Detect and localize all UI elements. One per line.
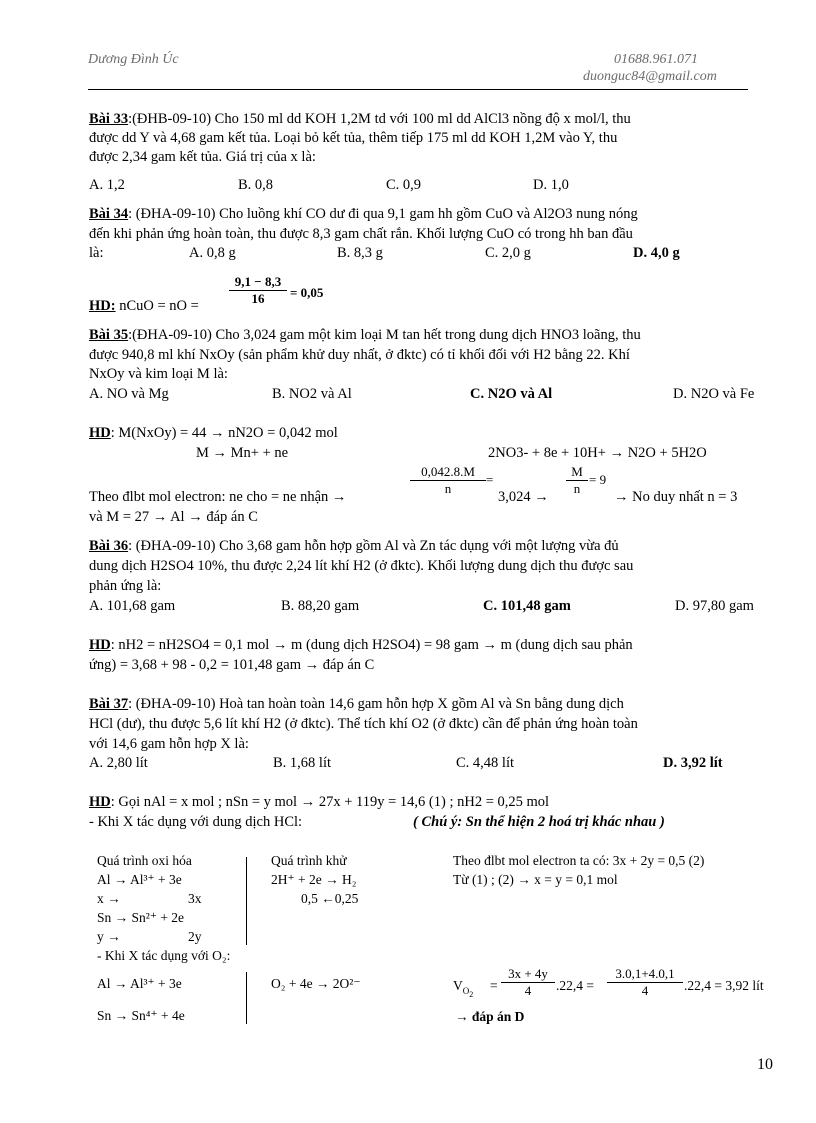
reduction-2: 0,5 ←0,25 <box>301 891 359 906</box>
q36-hd1-text: : nH2 = nH2SO4 = 0,1 mol → m (dung dịch H2SO4) = 98 gam → m (dung dịch sau phản <box>110 637 633 653</box>
volume-eq: = <box>490 978 498 993</box>
oxidation-4b: 2y <box>188 929 202 944</box>
q34-fraction <box>229 274 287 307</box>
q33-line1 <box>89 111 631 128</box>
q34-line2: đến khi phản ứng hoàn toàn, thu được 8,3 gam chất rắn. Khối lượng CuO có trong hh ban đầu <box>89 226 633 242</box>
conservation-2: Từ (1) ; (2) → x = y = 0,1 mol <box>453 872 618 887</box>
q35-option-d: D. N2O và Fe <box>673 386 755 402</box>
header-email: duonguc84@gmail.com <box>583 69 717 84</box>
vf2-num: 3.0,1+4.0,1 <box>607 966 683 983</box>
q35-option-a: A. NO và Mg <box>89 386 169 402</box>
q36-hd1 <box>89 637 633 654</box>
q34-hd-label: HD: <box>89 298 116 314</box>
q34-option-a: A. 0,8 g <box>189 245 236 261</box>
q33-title: Bài 33 <box>89 111 129 127</box>
q35-val1: 3,024 → <box>498 489 549 505</box>
q36-option-b: B. 88,20 gam <box>281 598 360 614</box>
q34-title: Bài 34 <box>89 206 129 222</box>
q37-line1 <box>89 696 624 713</box>
q34-option-b: B. 8,3 g <box>337 245 383 261</box>
q34-line3: là: <box>89 245 104 261</box>
o2-title: - Khi X tác dụng với O₂: <box>97 948 231 963</box>
oxidation-4a: y → <box>97 929 121 944</box>
q33-option-a: A. 1,2 <box>89 177 125 193</box>
vf1-num: 3x + 4y <box>501 966 555 983</box>
q35-option-c: C. N2O và Al <box>470 386 553 402</box>
q35-f1-num: 0,042.8.M <box>410 464 486 481</box>
q35-eq1: = <box>486 472 494 487</box>
q36-line1 <box>89 538 619 555</box>
q37-option-b: B. 1,68 lít <box>273 755 332 771</box>
volume-fraction-1 <box>501 966 555 999</box>
q36-title: Bài 36 <box>89 538 129 554</box>
oxidation-3: Sn → Sn²⁺ + 2e <box>97 910 185 925</box>
q35-text1: :(ĐHA-09-10) Cho 3,024 gam một kim loại M tan hết trong dung dịch HNO3 loãng, thu <box>128 327 641 343</box>
q35-hd3b: → No duy nhất n = 3 <box>614 489 738 505</box>
q35-fraction-2 <box>566 464 588 497</box>
q37-title: Bài 37 <box>89 696 129 712</box>
q34-hd <box>89 298 199 315</box>
q33-option-d: D. 1,0 <box>533 177 569 193</box>
q34-frac-result: = 0,05 <box>290 285 324 300</box>
q36-option-c: C. 101,48 gam <box>483 598 571 614</box>
reduction-1: 2H⁺ + 2e → H₂ <box>271 872 357 887</box>
q35-hd1-text: : M(NxOy) = 44 → nN2O = 0,042 mol <box>110 425 338 441</box>
oxidation-2b: 3x <box>188 891 202 906</box>
q34-hd-text: nCuO = nO = <box>115 298 199 314</box>
q36-option-d: D. 97,80 gam <box>675 598 754 614</box>
q34-line1 <box>89 206 638 223</box>
q37-note: ( Chú ý: Sn thể hiện 2 hoá trị khác nhau ) <box>413 814 665 830</box>
q35-line3: NxOy và kim loại M là: <box>89 366 228 382</box>
header-author: Dương Đình Úc <box>88 52 179 67</box>
q34-frac-den: 16 <box>251 291 265 306</box>
q36-text1: : (ĐHA-09-10) Cho 3,68 gam hỗn hợp gồm Al và Zn tác dụng với một lượng vừa đủ <box>128 538 619 554</box>
q35-line2: được 940,8 ml khí NxOy (sản phẩm khử duy nhất, ở đktc) có tỉ khối đối với H2 bằng 22. Khí <box>89 347 630 363</box>
q37-line3: với 14,6 gam hỗn hợp X là: <box>89 736 249 752</box>
q37-hd1-text: : Gọi nAl = x mol ; nSn = y mol → 27x + 119y = 14,6 (1) ; nH2 = 0,25 mol <box>110 794 550 810</box>
q33-line2: được dd Y và 4,68 gam kết tủa. Loại bỏ kết tủa, thêm tiếp 175 ml dd KOH 1,2M vào Y, thu <box>89 130 618 146</box>
q35-f2-num: M <box>566 464 588 481</box>
q35-hd3a: Theo đlbt mol electron: ne cho = ne nhận → <box>89 489 347 505</box>
volume-fraction-2 <box>607 966 683 999</box>
q36-line2: dung dịch H2SO4 10%, thu được 2,24 lít khí H2 (ở đktc). Khối lượng dung dịch thu được sau <box>89 558 634 574</box>
oxidation-2a: x → <box>97 891 121 906</box>
q37-option-c: C. 4,48 lít <box>456 755 515 771</box>
page-number: 10 <box>757 1056 773 1073</box>
q33-option-b: B. 0,8 <box>238 177 274 193</box>
q35-hd2a: M → Mn+ + ne <box>196 445 289 461</box>
q35-f1-den: n <box>444 481 452 496</box>
q35-eq2: = 9 <box>589 472 607 487</box>
q37-text1: : (ĐHA-09-10) Hoà tan hoàn toàn 14,6 gam hỗn hợp X gồm Al và Sn bằng dung dịch <box>128 696 624 712</box>
header-phone: 01688.961.071 <box>614 52 698 67</box>
q33-option-c: C. 0,9 <box>386 177 422 193</box>
volume-symbol: $V_{O_2}$ <box>453 978 474 999</box>
volume-end: .22,4 = 3,92 lít <box>684 978 764 993</box>
o2-oxidation-sn: Sn → Sn⁴⁺ + 4e <box>97 1008 185 1023</box>
q34-option-c: C. 2,0 g <box>485 245 531 261</box>
q35-f2-den: n <box>573 481 581 496</box>
divider-vertical-2 <box>246 972 247 1024</box>
q33-text1: :(ĐHB-09-10) Cho 150 ml dd KOH 1,2M td với 100 ml dd AlCl3 nồng độ x mol/l, thu <box>128 111 631 127</box>
q37-option-d: D. 3,92 lít <box>663 755 723 771</box>
o2-reduction: O₂ + 4e → 2O²⁻ <box>271 976 361 991</box>
q35-title: Bài 35 <box>89 327 129 343</box>
q37-hd1 <box>89 794 549 811</box>
conservation-1: Theo đlbt mol electron ta có: 3x + 2y = 0,5 (2) <box>453 853 705 868</box>
q36-line3: phản ứng là: <box>89 578 162 594</box>
divider-vertical-1 <box>246 857 247 945</box>
q35-hd1 <box>89 425 338 442</box>
q34-option-d: D. 4,0 g <box>633 245 680 261</box>
volume-mid: .22,4 = <box>556 978 594 993</box>
header-divider <box>88 89 748 90</box>
q37-hd-label: HD <box>89 794 111 810</box>
q37-line2: HCl (dư), thu được 5,6 lít khí H2 (ở đktc). Thể tích khí O2 (ở đktc) cần để phản ứng hoàn toàn <box>89 716 638 732</box>
vf1-den: 4 <box>524 983 532 998</box>
q36-hd2: ứng) = 3,68 + 98 - 0,2 = 101,48 gam → đáp án C <box>89 657 375 673</box>
vf2-den: 4 <box>641 983 649 998</box>
q35-hd2b: 2NO3- + 8e + 10H+ → N2O + 5H2O <box>488 445 707 461</box>
oxidation-1: Al → Al³⁺ + 3e <box>97 872 182 887</box>
q35-hd4: và M = 27 → Al → đáp án C <box>89 509 258 525</box>
q35-line1 <box>89 327 641 344</box>
q36-hd-label: HD <box>89 637 111 653</box>
q37-answer: → đáp án D <box>455 1009 525 1024</box>
oxidation-title: Quá trình oxi hóa <box>97 853 192 868</box>
q33-line3: được 2,34 gam kết tủa. Giá trị của x là: <box>89 149 316 165</box>
q35-option-b: B. NO2 và Al <box>272 386 352 402</box>
o2-oxidation-al: Al → Al³⁺ + 3e <box>97 976 182 991</box>
q37-option-a: A. 2,80 lít <box>89 755 148 771</box>
reduction-title: Quá trình khử <box>271 853 347 868</box>
q35-fraction-1 <box>410 464 486 497</box>
q35-hd-label: HD <box>89 425 111 441</box>
q34-text1: : (ĐHA-09-10) Cho luồng khí CO dư đi qua 9,1 gam hh gồm CuO và Al2O3 nung nóng <box>128 206 638 222</box>
q34-frac-num: 9,1 − 8,3 <box>229 274 287 291</box>
q37-hd2: - Khi X tác dụng với dung dịch HCl: <box>89 814 303 830</box>
q36-option-a: A. 101,68 gam <box>89 598 176 614</box>
